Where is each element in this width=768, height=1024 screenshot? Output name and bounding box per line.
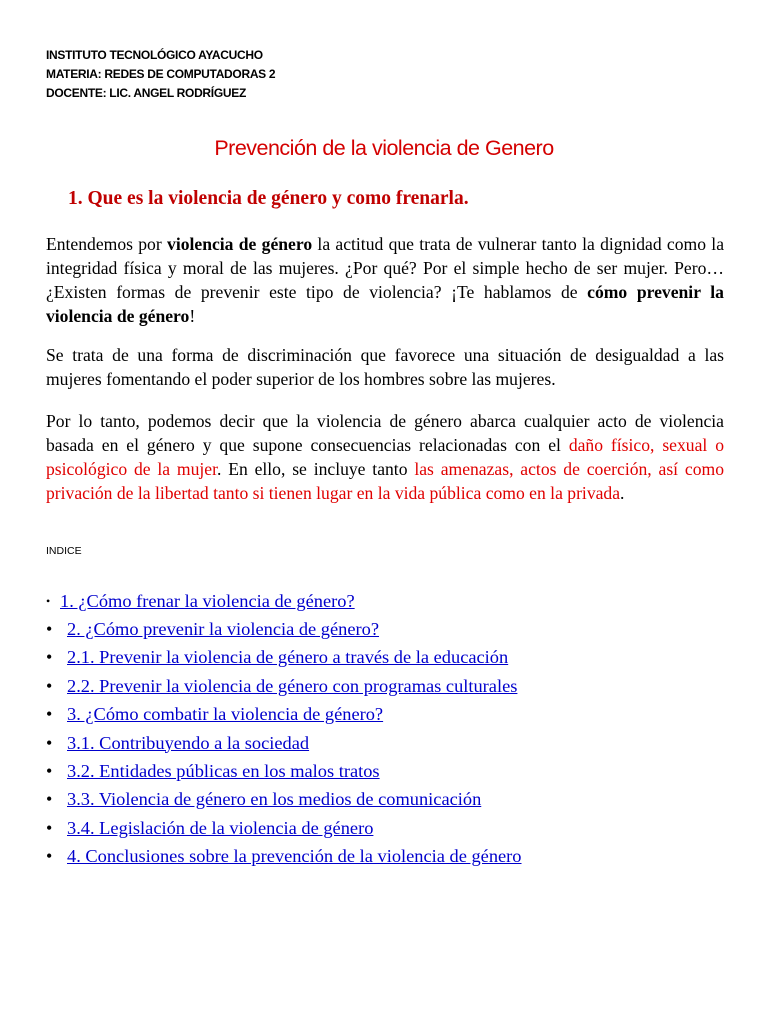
teacher-line: DOCENTE: LIC. ANGEL RODRÍGUEZ bbox=[46, 86, 246, 100]
bullet-icon: • bbox=[46, 846, 53, 867]
bullet-icon: • bbox=[46, 789, 53, 810]
text-run: . En ello, se incluye tanto bbox=[216, 459, 415, 479]
bullet-icon: • bbox=[46, 704, 53, 725]
toc-link-2[interactable]: 2. ¿Cómo prevenir la violencia de género? bbox=[67, 619, 380, 640]
index-label: INDICE bbox=[46, 545, 82, 557]
toc-item bbox=[46, 786, 522, 814]
bullet-icon: • bbox=[46, 732, 53, 753]
bullet-icon: • bbox=[46, 675, 53, 696]
toc-item bbox=[46, 587, 522, 615]
text-run: Entendemos por bbox=[46, 234, 168, 254]
paragraph-definition bbox=[46, 232, 724, 328]
institution-line: INSTITUTO TECNOLÓGICO AYACUCHO bbox=[46, 48, 263, 62]
toc-item bbox=[46, 644, 522, 672]
section-heading: 1. Que es la violencia de género y como frenarla. bbox=[68, 188, 469, 209]
toc-link-3-1[interactable]: 3.1. Contribuyendo a la sociedad bbox=[67, 732, 310, 753]
text-run: . bbox=[620, 483, 625, 503]
highlight-red: daño físico, sexual o psicológico de la mujer bbox=[46, 435, 724, 479]
bullet-icon: • bbox=[46, 619, 53, 640]
toc-item bbox=[46, 672, 522, 700]
toc-item bbox=[46, 729, 522, 757]
toc-item bbox=[46, 843, 522, 871]
subject-line: MATERIA: REDES DE COMPUTADORAS 2 bbox=[46, 67, 276, 81]
toc-item bbox=[46, 615, 522, 643]
paragraph-scope bbox=[46, 409, 724, 505]
document-header bbox=[46, 46, 275, 103]
toc-link-4[interactable]: 4. Conclusiones sobre la prevención de la violencia de género bbox=[67, 846, 522, 867]
toc-link-2-2[interactable]: 2.2. Prevenir la violencia de género con programas culturales bbox=[67, 675, 518, 696]
toc-link-3-4[interactable]: 3.4. Legislación de la violencia de género bbox=[67, 817, 374, 838]
paragraph-discrimination: Se trata de una forma de discriminación que favorece una situación de desigualdad a las mujeres fomentando el poder superior de los hombres sobre las mujeres. bbox=[46, 345, 724, 389]
toc-item bbox=[46, 814, 522, 842]
toc-link-3[interactable]: 3. ¿Cómo combatir la violencia de género? bbox=[67, 704, 384, 725]
bullet-icon: • bbox=[46, 761, 53, 782]
bullet-icon: • bbox=[46, 647, 53, 668]
toc-link-2-1[interactable]: 2.1. Prevenir la violencia de género a través de la educación bbox=[67, 647, 509, 668]
bold-term: cómo prevenir la violencia de género bbox=[46, 282, 724, 326]
toc-item bbox=[46, 757, 522, 785]
toc-link-1[interactable]: 1. ¿Cómo frenar la violencia de género? bbox=[60, 590, 355, 611]
bold-term: violencia de género bbox=[167, 234, 313, 254]
bullet-icon: • bbox=[46, 817, 53, 838]
toc-item bbox=[46, 701, 522, 729]
document-title: Prevención de la violencia de Genero bbox=[214, 136, 554, 160]
toc-link-3-2[interactable]: 3.2. Entidades públicas en los malos tratos bbox=[67, 761, 380, 782]
bullet-icon: • bbox=[46, 593, 51, 608]
table-of-contents bbox=[46, 587, 522, 871]
text-run: la actitud que trata de vulnerar tanto la dignidad como la integridad física y moral de las mujeres. ¿Por qué? Por el simple hecho de ser mujer. Pero… ¿Existen formas de prevenir este tipo de violencia? ¡Te hablamos de bbox=[46, 234, 724, 302]
highlight-red: las amenazas, actos de coerción, así como privación de la libertad tanto si tienen lugar en la vida pública como en la privada bbox=[46, 459, 724, 503]
text-run: Por lo tanto, podemos decir que la violencia de género abarca cualquier acto de violencia basada en el género y que supone consecuencias relacionadas con el bbox=[46, 411, 724, 455]
toc-link-3-3[interactable]: 3.3. Violencia de género en los medios de comunicación bbox=[67, 789, 482, 810]
text-run: ! bbox=[189, 306, 196, 326]
